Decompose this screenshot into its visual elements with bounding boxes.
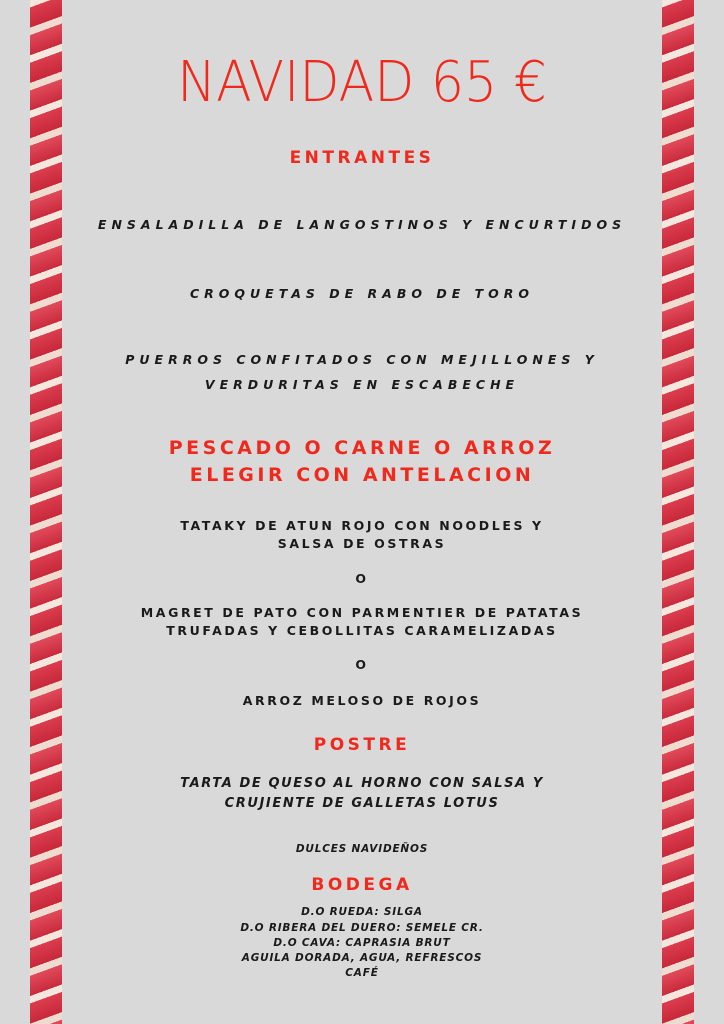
bodega-line-cafe: CAFÉ: [345, 967, 379, 979]
entrante-puerros-line1: PUERROS CONFITADOS CON MEJILLONES Y: [125, 352, 599, 367]
entrante-puerros-line2: VERDURITAS EN ESCABECHE: [204, 377, 520, 392]
entrante-ensaladilla: ENSALADILLA DE LANGOSTINOS Y ENCURTIDOS: [97, 217, 627, 232]
option-tataky-line1: TATAKY DE ATUN ROJO CON NOODLES Y: [180, 518, 544, 533]
postre-heading: POSTRE: [313, 735, 411, 755]
option-magret-line1: MAGRET DE PATO CON PARMENTIER DE PATATAS: [140, 605, 584, 620]
bodega-line-rueda: D.O RUEDA: SILGA: [301, 906, 423, 918]
postre-tarta-line1: TARTA DE QUESO AL HORNO CON SALSA Y: [180, 776, 544, 791]
entrantes-heading: ENTRANTES: [289, 148, 435, 168]
menu-title: NAVIDAD 65 €: [177, 50, 547, 115]
option-separator-2: O: [355, 657, 369, 672]
entrante-croquetas: CROQUETAS DE RABO DE TORO: [189, 286, 535, 301]
principal-heading-line1: PESCADO O CARNE O ARROZ: [168, 437, 556, 459]
option-tataky-line2: SALSA DE OSTRAS: [277, 536, 447, 551]
bodega-line-bebidas: AGUILA DORADA, AGUA, REFRESCOS: [241, 952, 483, 964]
postre-dulces: DULCES NAVIDEÑOS: [295, 843, 429, 855]
bodega-heading: BODEGA: [311, 875, 413, 895]
bodega-line-cava: D.O CAVA: CAPRASIA BRUT: [273, 937, 451, 949]
postre-tarta-line2: CRUJIENTE DE GALLETAS LOTUS: [224, 796, 500, 811]
principal-heading-line2: ELEGIR CON ANTELACION: [189, 464, 535, 486]
option-magret-line2: TRUFADAS Y CEBOLLITAS CARAMELIZADAS: [166, 623, 558, 638]
bodega-line-ribera: D.O RIBERA DEL DUERO: SEMELE CR.: [240, 922, 484, 934]
option-separator-1: O: [355, 571, 369, 586]
option-arroz: ARROZ MELOSO DE ROJOS: [242, 693, 482, 708]
